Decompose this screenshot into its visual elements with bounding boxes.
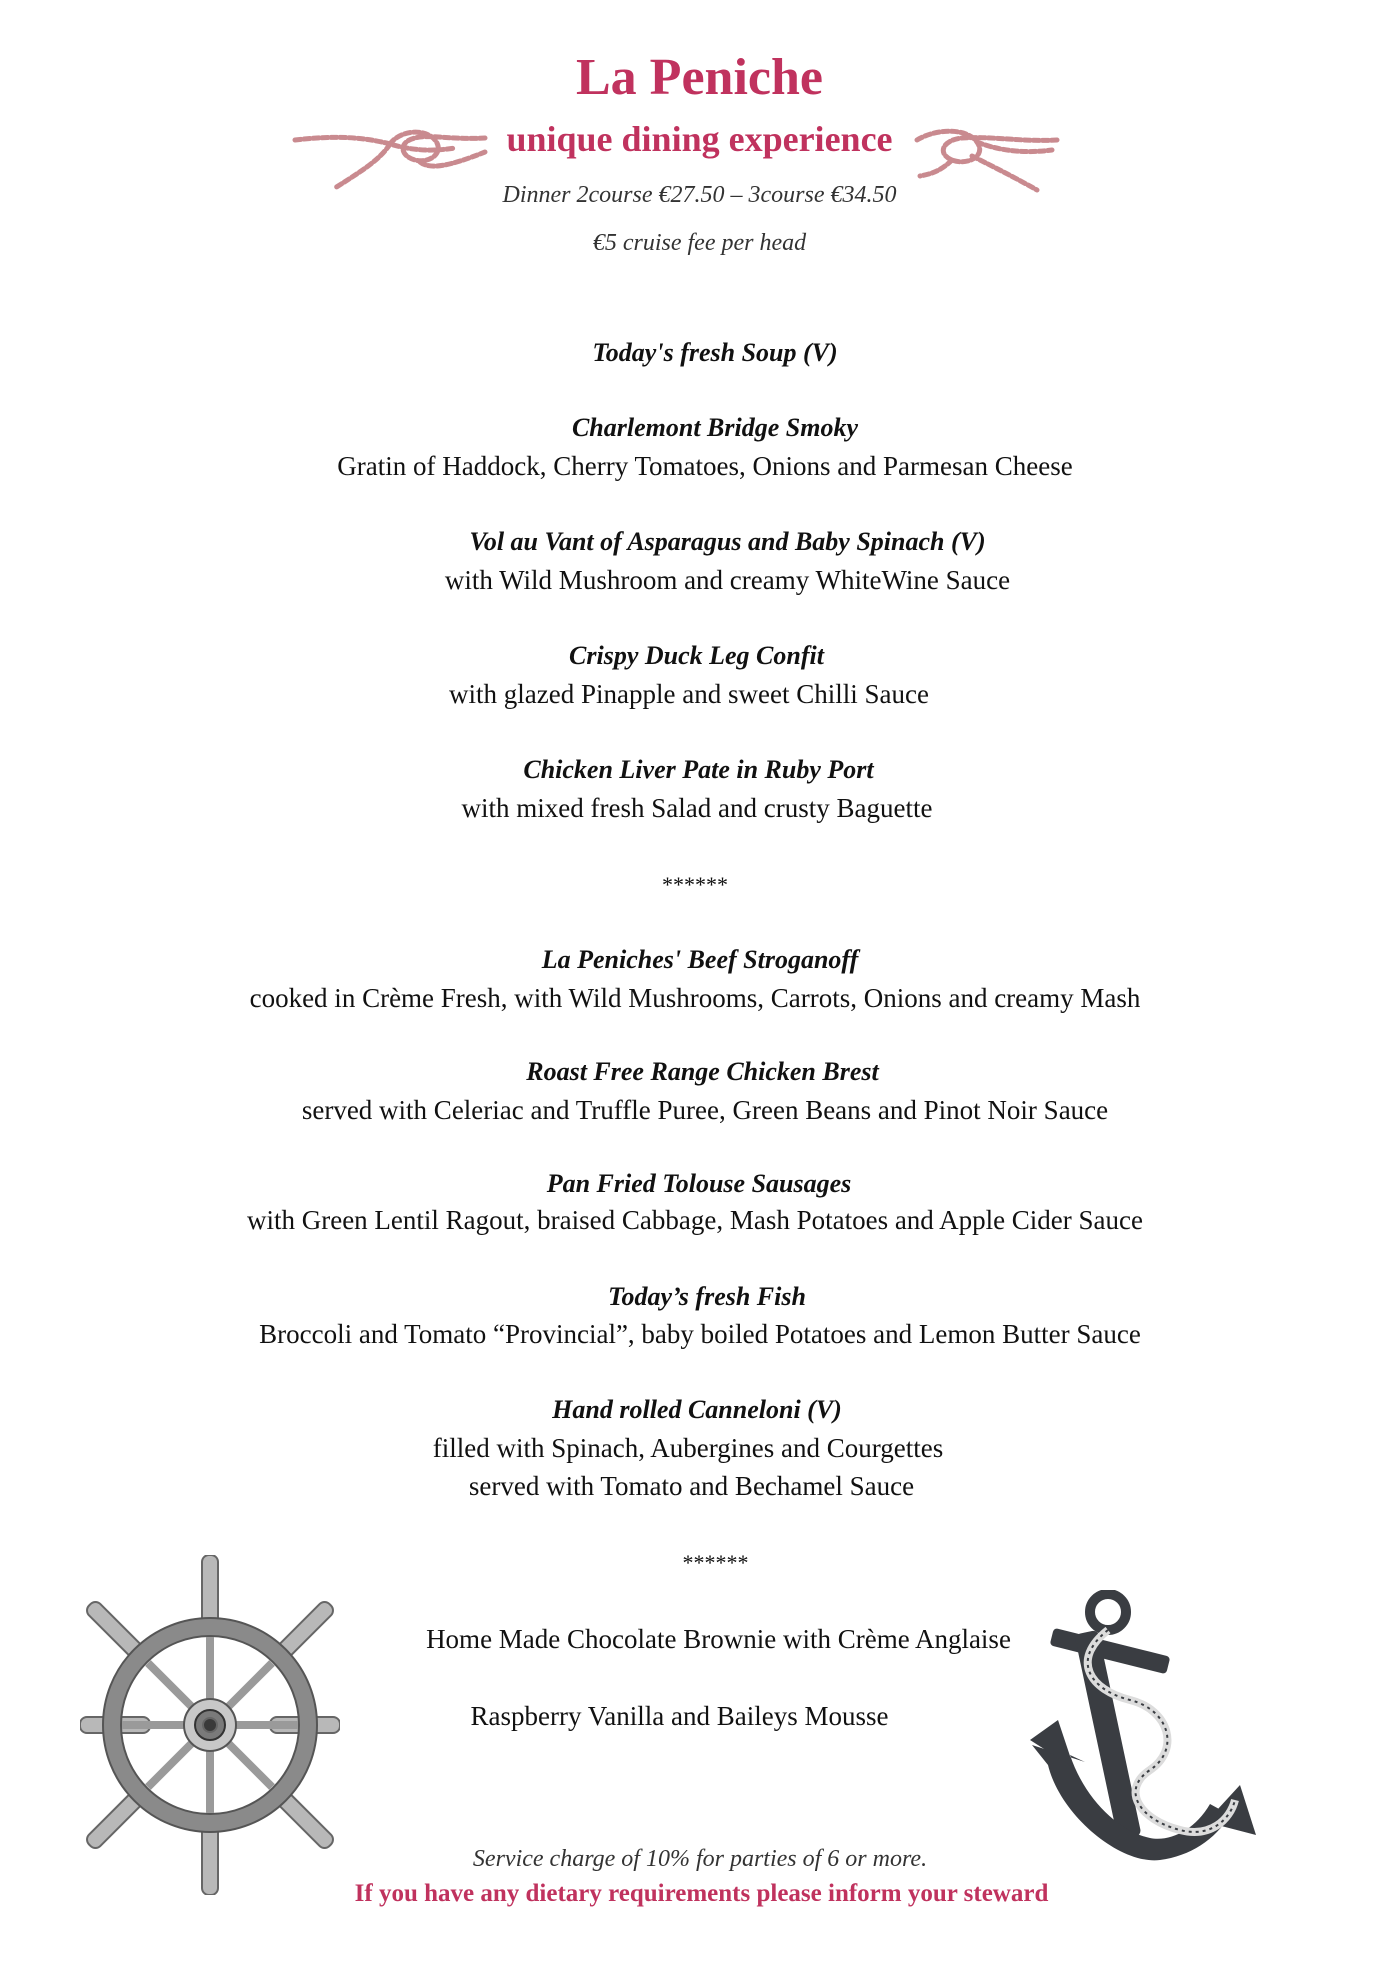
restaurant-title: La Peniche xyxy=(576,49,823,106)
starter-description: with mixed fresh Salad and crusty Baguette xyxy=(461,793,933,823)
main-description: Broccoli and Tomato “Provincial”, baby boiled Potatoes and Lemon Butter Sauce xyxy=(259,1319,1141,1349)
main-name: Roast Free Range Chicken Brest xyxy=(526,1057,879,1086)
starter-description: with Wild Mushroom and creamy WhiteWine Sauce xyxy=(444,565,1011,595)
main-description: filled with Spinach, Aubergines and Courgettes xyxy=(432,1433,944,1463)
dessert-item: Raspberry Vanilla and Baileys Mousse xyxy=(470,1701,889,1731)
anchor-icon xyxy=(1030,1590,1260,1890)
dietary-notice: If you have any dietary requirements please inform your steward xyxy=(354,1880,1049,1907)
main-name: Pan Fried Tolouse Sausages xyxy=(546,1169,852,1198)
course-separator: ****** xyxy=(662,872,728,897)
starter-name: Crispy Duck Leg Confit xyxy=(569,641,824,670)
starter-name: Chicken Liver Pate in Ruby Port xyxy=(523,755,874,784)
main-name: La Peniches' Beef Stroganoff xyxy=(541,945,859,974)
starter-description: Gratin of Haddock, Cherry Tomatoes, Onions and Parmesan Cheese xyxy=(337,451,1073,481)
course-separator: ****** xyxy=(682,1550,749,1575)
starter-name: Charlemont Bridge Smoky xyxy=(571,413,859,442)
ships-wheel-icon xyxy=(80,1555,340,1895)
starter-name: Today's fresh Soup (V) xyxy=(592,338,838,367)
service-charge-note: Service charge of 10% for parties of 6 or more. xyxy=(472,1846,928,1872)
main-description: cooked in Crème Fresh, with Wild Mushrooms, Carrots, Onions and creamy Mash xyxy=(249,983,1141,1013)
main-name: Hand rolled Canneloni (V) xyxy=(552,1395,842,1424)
starter-name: Vol au Vant of Asparagus and Baby Spinach (V) xyxy=(469,527,986,556)
cruise-fee-line: €5 cruise fee per head xyxy=(592,230,807,256)
restaurant-subtitle: unique dining experience xyxy=(506,119,893,159)
main-description-line2: served with Tomato and Bechamel Sauce xyxy=(468,1471,915,1501)
dessert-item: Home Made Chocolate Brownie with Crème Anglaise xyxy=(426,1624,1011,1654)
price-line: Dinner 2course €27.50 – 3course €34.50 xyxy=(502,182,897,208)
starter-description: with glazed Pinapple and sweet Chilli Sauce xyxy=(449,679,929,709)
main-description: served with Celeriac and Truffle Puree, Green Beans and Pinot Noir Sauce xyxy=(301,1095,1109,1125)
main-name: Today’s fresh Fish xyxy=(608,1282,806,1311)
main-description: with Green Lentil Ragout, braised Cabbage, Mash Potatoes and Apple Cider Sauce xyxy=(246,1205,1144,1235)
